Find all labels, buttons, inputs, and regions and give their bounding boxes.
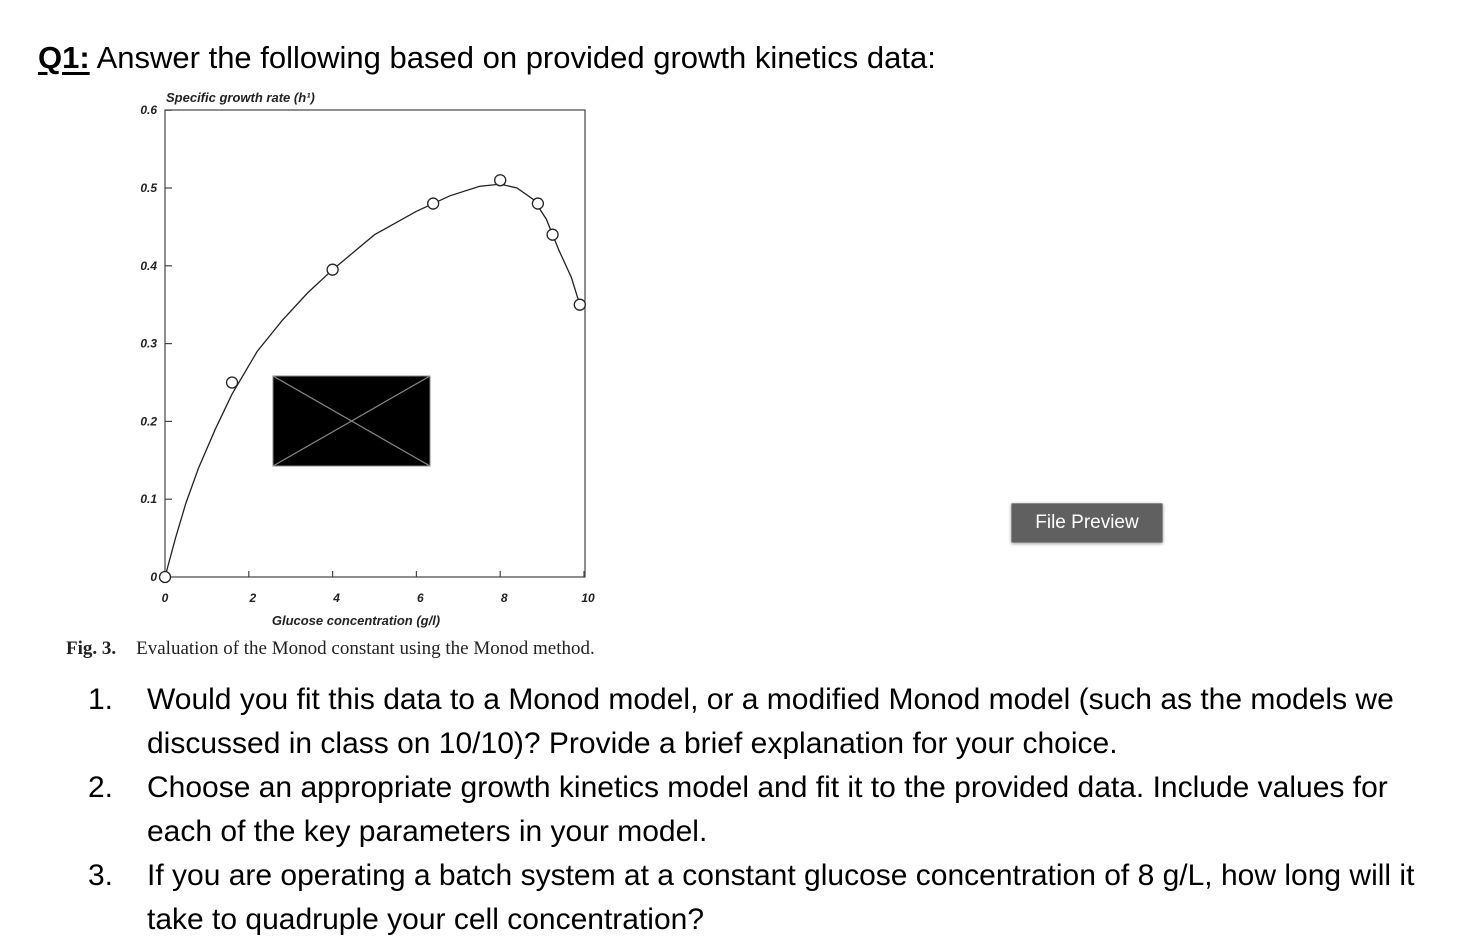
x-axis-title: Glucose concentration (g/l) — [271, 613, 441, 628]
x-tick-label: 10 — [581, 591, 595, 605]
question-label: Q1: — [38, 40, 90, 75]
x-tick-label: 6 — [417, 591, 424, 605]
question-number: 3. — [88, 859, 114, 892]
question-text: Choose an appropriate growth kinetics model and fit it to the provided data. Include values for each of the key parameters in your model. — [147, 771, 1388, 848]
y-tick-label: 0.5 — [140, 181, 157, 195]
question-list — [88, 678, 1428, 942]
question-item-2 — [88, 766, 1428, 854]
data-point — [227, 377, 238, 388]
figure-caption-text: Evaluation of the Monod constant using the Monod method. — [136, 638, 595, 659]
y-axis-title: Specific growth rate (h¹) — [166, 90, 315, 105]
y-tick-label: 0.1 — [140, 492, 157, 507]
question-text: If you are operating a batch system at a constant glucose concentration of 8 g/L, how long will it take to quadruple your cell concentration? — [147, 859, 1415, 936]
data-point — [547, 229, 558, 240]
data-point — [495, 175, 506, 186]
data-point — [428, 198, 439, 209]
y-tick-label: 0.2 — [140, 414, 157, 429]
file-preview-button[interactable]: File Preview — [1011, 503, 1163, 543]
question-text: Would you fit this data to a Monod model, or a modified Monod model (such as the models we discussed in class on 10/10)? Provide a brief explanation for your choice. — [147, 683, 1394, 760]
question-item-3 — [88, 854, 1428, 942]
x-tick-label: 4 — [333, 591, 340, 605]
question-item-1 — [88, 678, 1428, 766]
x-tick-label: 0 — [161, 591, 169, 605]
y-tick-label: 0.3 — [140, 336, 157, 351]
question-number: 2. — [88, 771, 114, 804]
x-tick-label: 8 — [500, 591, 508, 605]
figure-caption — [66, 636, 595, 662]
y-tick-label: 0.6 — [140, 103, 157, 118]
plot-frame — [165, 110, 585, 577]
y-origin-label: 0 — [150, 570, 157, 584]
data-point — [574, 299, 585, 310]
data-point — [327, 264, 338, 275]
x-tick-label: 2 — [249, 591, 257, 605]
y-tick-label: 0.4 — [140, 258, 157, 273]
question-heading-text: Answer the following based on provided growth kinetics data: — [96, 40, 936, 75]
data-point — [160, 572, 171, 583]
question-number: 1. — [88, 683, 114, 716]
figure-caption-number: Fig. 3. — [66, 638, 117, 659]
data-point — [532, 198, 543, 209]
